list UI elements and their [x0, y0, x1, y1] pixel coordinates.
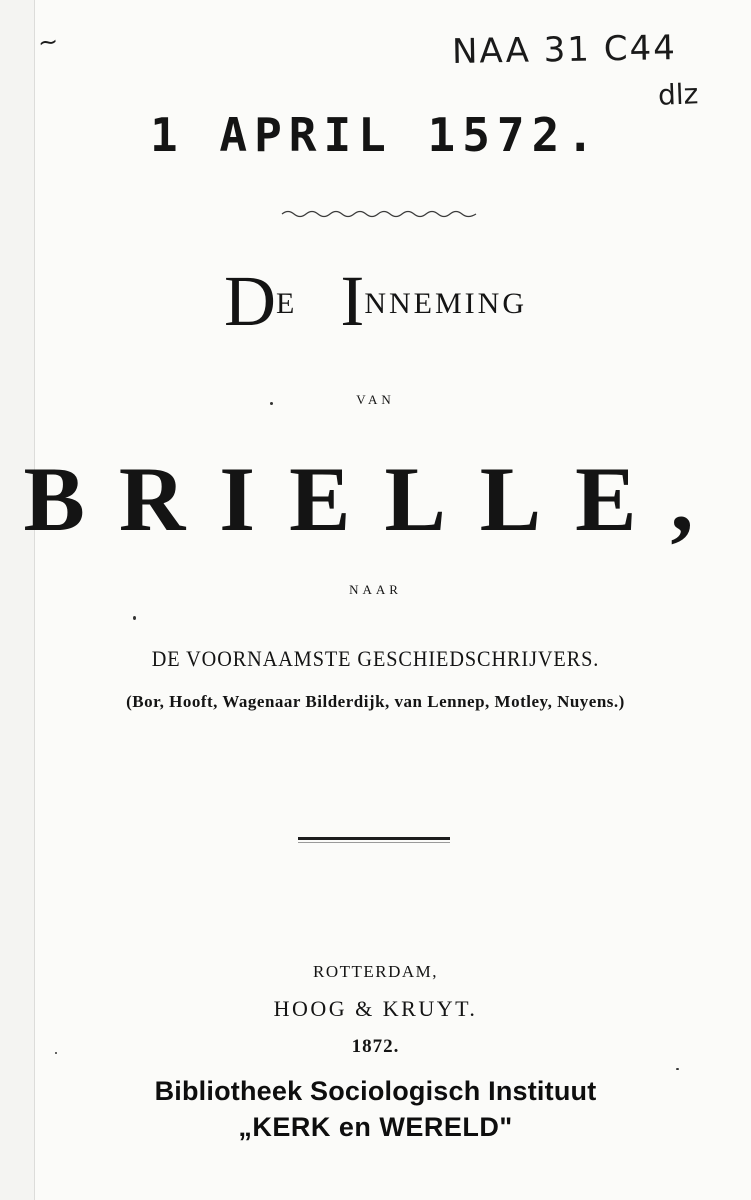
- library-stamp-line-2: „KERK en WERELD": [238, 1112, 513, 1142]
- date-title: 1 APRIL 1572.: [149, 108, 602, 162]
- subtitle-word-inneming: NNEMING: [364, 287, 527, 320]
- connector-van: VAN: [356, 392, 395, 407]
- print-speck: [133, 616, 136, 620]
- connector-naar: NAAR: [349, 582, 402, 597]
- imprint-year: 1872.: [351, 1036, 400, 1057]
- library-stamp-line-1: Bibliotheek Sociologisch Instituut: [154, 1076, 597, 1106]
- subtitle-word-de: E: [276, 287, 298, 320]
- subtitle-initial-i: I: [340, 261, 365, 341]
- pencil-margin-mark: ~: [36, 27, 60, 57]
- horizontal-rule: [298, 837, 450, 840]
- imprint-city: ROTTERDAM,: [312, 962, 439, 981]
- subtitle-initial-d: D: [224, 261, 277, 341]
- imprint-publisher: HOOG & KRUYT.: [273, 996, 478, 1021]
- town-title: BRIELLE,: [23, 448, 728, 550]
- print-speck: [676, 1068, 679, 1070]
- print-speck: [55, 1052, 57, 1054]
- horizontal-rule-shadow: [298, 842, 450, 843]
- sources-heading: DE VOORNAAMSTE GESCHIEDSCHRIJVERS.: [151, 646, 600, 671]
- authors-list: (Bor, Hooft, Wagenaar Bilderdijk, van Lennep, Motley, Nuyens.): [126, 692, 625, 711]
- pencil-reference-number: NAA 31 C44: [451, 28, 678, 72]
- pencil-sub-reference: dlz: [657, 77, 699, 112]
- print-speck: [270, 402, 273, 405]
- wavy-ornament: [280, 205, 480, 223]
- subtitle-de-inneming: [0, 260, 751, 343]
